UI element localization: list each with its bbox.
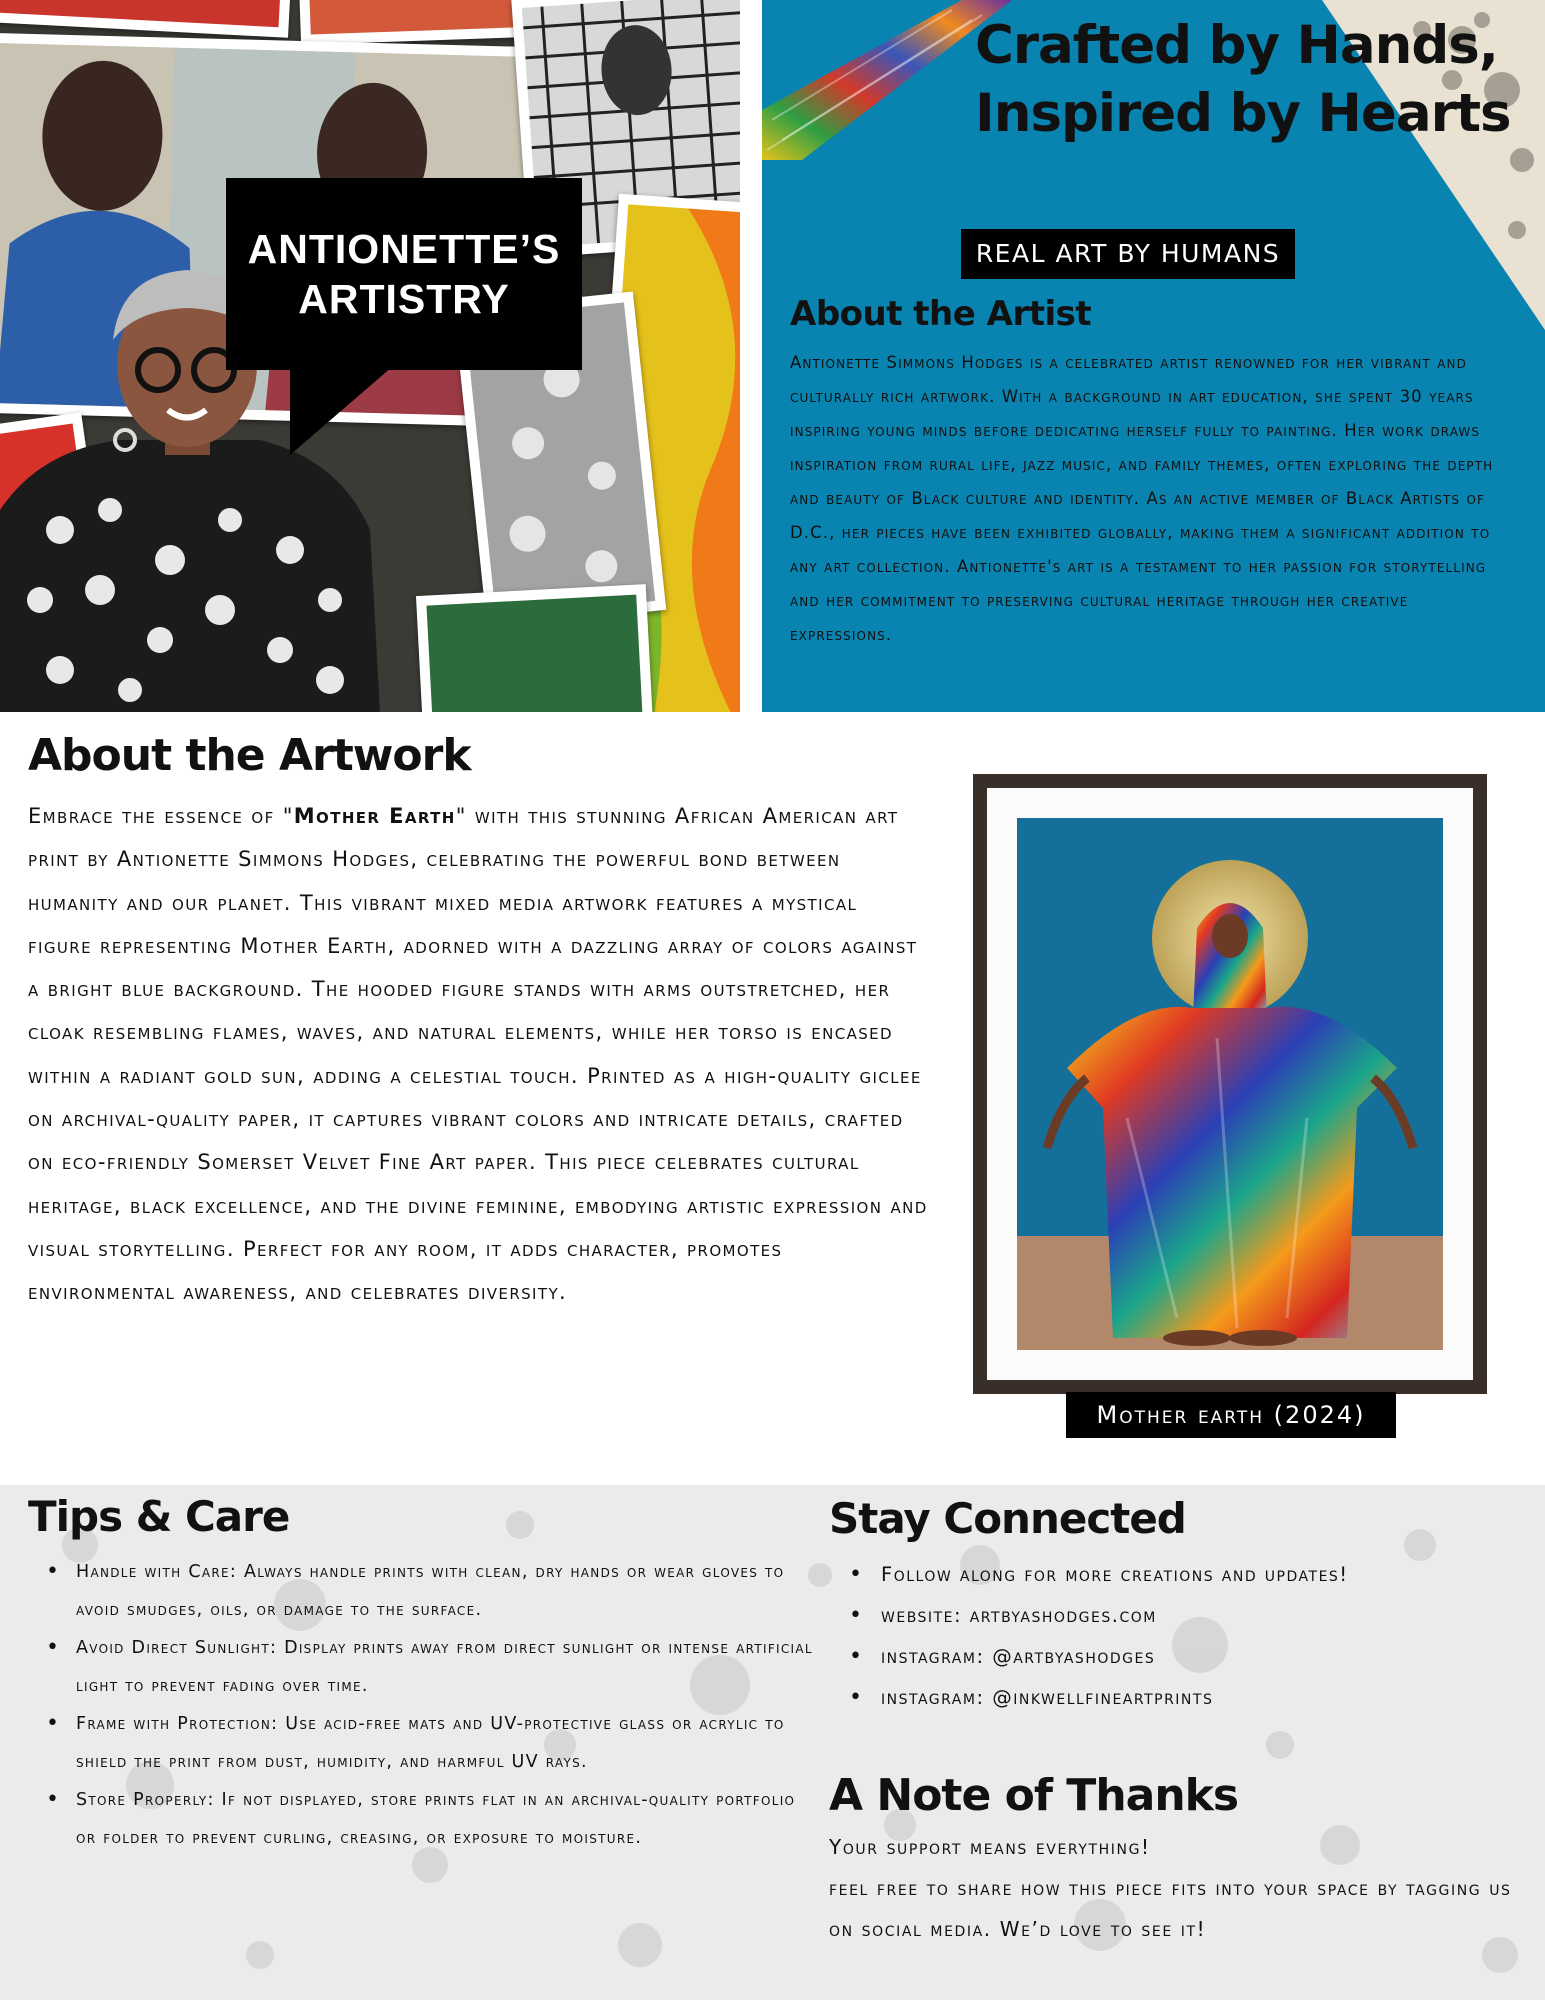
tip-item: • Avoid Direct Sunlight: Display prints away from direct sunlight or intense artificial light to prevent fading over time.: [28, 1629, 818, 1705]
thanks-line-2: feel free to share how this piece fits into your space by tagging us on social media. We’d love to see it!: [829, 1876, 1512, 1941]
speech-bubble-tail: [290, 360, 400, 455]
artwork-text-body: " with this stunning African American art print by Antionette Simmons Hodges, celebrating the powerful bond between humanity and our planet. This vibrant mixed media artwork features a mystical figure representing Mother Earth, adorned with a dazzling array of colors against a bright blue background. The hooded figure stands with arms outstretched, her cloak resembling flames, waves, and natural elements, while her torso is encased within a radiant gold sun, adding a celestial touch. Printed as a high-quality giclee on archival-quality paper, it captures vibrant colors and intricate details, crafted on eco-friendly Somerset Velvet Fine Art paper. This piece celebrates cultural heritage, black excellence, and the divine feminine, embodying artistic expression and visual storytelling. Perfect for any room, it adds character, promotes environmental awareness, and celebrates diversity.: [28, 804, 928, 1305]
artwork-mat: [987, 788, 1473, 1380]
instagram-link-inkwell[interactable]: • instagram: @inkwellfineartprints: [829, 1677, 1529, 1718]
artist-photo-collage: [0, 0, 740, 712]
about-artwork-text: [28, 795, 928, 1315]
tip-item: • Handle with Care: Always handle prints with clean, dry hands or wear gloves to avoid smudges, oils, or damage to the surface.: [28, 1553, 818, 1629]
stay-connected-heading: Stay Connected: [829, 1494, 1186, 1543]
real-art-badge: REAL ART BY HUMANS: [961, 229, 1295, 279]
instagram-link-artbyashodges[interactable]: • instagram: @artbyashodges: [829, 1636, 1529, 1677]
artwork-caption: Mother earth (2024): [1066, 1392, 1396, 1438]
hero-title: Crafted by Hands, Inspired by Hearts: [975, 15, 1511, 144]
tips-list: [28, 1553, 818, 1857]
mother-earth-painting: [1017, 818, 1443, 1350]
tips-care-heading: Tips & Care: [28, 1492, 290, 1541]
website-link[interactable]: • website: artbyashodges.com: [829, 1595, 1529, 1636]
bubble-line-2: ARTISTRY: [298, 276, 510, 322]
tip-item: • Store Properly: If not displayed, store prints flat in an archival-quality portfolio or folder to prevent curling, creasing, or exposure to moisture.: [28, 1781, 818, 1857]
artwork-title-emphasis: Mother Earth: [293, 804, 456, 828]
tip-item: • Frame with Protection: Use acid-free mats and UV-protective glass or acrylic to shield the print from dust, humidity, and harmful UV rays.: [28, 1705, 818, 1781]
thanks-text: [829, 1827, 1529, 1950]
framed-artwork: [973, 774, 1487, 1394]
artwork-card: [0, 0, 292, 38]
artistry-speech-bubble: [226, 178, 582, 370]
connect-list: [829, 1554, 1529, 1718]
thanks-line-1: Your support means everything!: [829, 1835, 1151, 1859]
about-artist-heading: About the Artist: [790, 294, 1092, 334]
bubble-line-1: ANTIONETTE’S: [247, 226, 561, 272]
connect-item-follow: • Follow along for more creations and updates!: [829, 1554, 1529, 1595]
note-of-thanks-heading: A Note of Thanks: [829, 1770, 1239, 1821]
about-artwork-heading: About the Artwork: [28, 730, 471, 781]
artwork-card-green: [416, 584, 654, 712]
artwork-text-intro: Embrace the essence of ": [28, 804, 294, 828]
about-artist-text: Antionette Simmons Hodges is a celebrated artist renowned for her vibrant and culturally rich artwork. With a background in art education, she spent 30 years inspiring young minds before dedicating herself fully to painting. Her work draws inspiration from rural life, jazz music, and family themes, often exploring the depth and beauty of Black culture and identity. As an active member of Black Artists of D.C., her pieces have been exhibited globally, making them a significant addition to any art collection. Antionette's art is a testament to her passion for storytelling and her commitment to preserving cultural heritage through her creative expressions.: [790, 353, 1494, 644]
